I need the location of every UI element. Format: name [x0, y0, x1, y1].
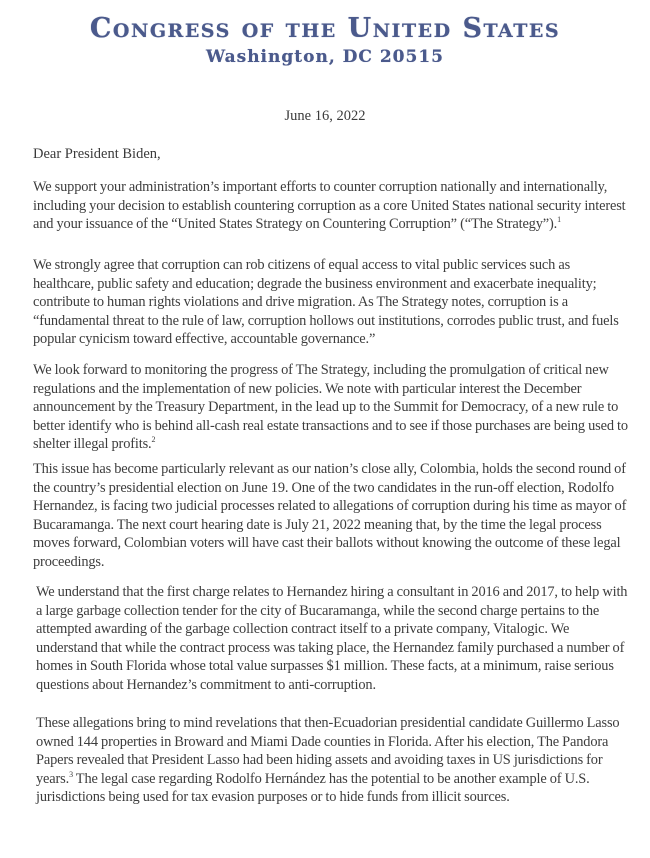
footnote-marker: 3 — [69, 769, 73, 779]
paragraph-6 — [36, 714, 632, 807]
letterhead-title: Congress of the United States — [89, 13, 561, 44]
paragraph-text: We look forward to monitoring the progress of The Strategy, including the promulgation of critical new regulations and the implementation of new policies. We note with particular interest the December announcement by the Treasury Department, in the lead up to the Summit for Democracy, of a new rule to better identify who is behind all-cash real estate transactions and to see if those purchases are being used to shelter illegal profits. — [33, 362, 628, 453]
paragraph-text: This issue has become particularly relevant as our nation’s close ally, Colombia, holds the second round of the country’s presidential election on June 19. One of the two candidates in the run-off election, Rodolfo Hernandez, is facing two judicial processes related to allegations of corruption during his time as mayor of Bucaramanga. The next court hearing date is July 21, 2022 meaning that, by the time the legal process moves forward, Colombian voters will have cast their ballots without knowing the outcome of these legal proceedings. — [33, 461, 627, 570]
paragraph-4 — [33, 460, 633, 572]
letterhead-address: Washington, DC 20515 — [206, 47, 444, 67]
paragraph-text: These allegations bring to mind revelations that then-Ecuadorian presidential candidate Guillermo Lasso owned 144 properties in Broward and Miami Dade counties in Florida. After his election, The Pandora Papers revealed that President Lasso had been hiding assets and avoiding taxes in US jurisdictions for years. — [36, 715, 620, 787]
letter-date: June 16, 2022 — [284, 108, 366, 124]
footnote-marker: 2 — [151, 435, 156, 445]
paragraph-2 — [33, 256, 633, 349]
paragraph-text: We understand that the first charge relates to Hernandez hiring a consultant in 2016 and 2017, to help with a large garbage collection tender for the city of Bucaramanga, while the second charge pertains to the attempted awarding of the garbage collection contract itself to a private company, Vitalogic. We understand that while the contract process was taking place, the Hernandez family purchased a number of homes in South Florida whose total value surpasses $1 million. These facts, at a minimum, raise serious questions about Hernandez’s commitment to anti-corruption. — [36, 584, 628, 693]
paragraph-1 — [33, 178, 633, 234]
paragraph-text: We strongly agree that corruption can rob citizens of equal access to vital public services such as healthcare, public safety and education; degrade the business environment and exacerbate inequality; contribute to human rights violations and drive migration. As The Strategy notes, corruption is a “fundamental threat to the rule of law, corruption hollows out institutions, corrodes public trust, and fuels popular cynicism toward effective, accountable governance.” — [33, 257, 619, 348]
footnote-marker: 1 — [557, 215, 561, 225]
letterhead — [0, 14, 650, 68]
paragraph-3 — [33, 361, 633, 454]
salutation: Dear President Biden, — [33, 146, 161, 162]
paragraph-5 — [36, 583, 632, 695]
paragraph-text: The legal case regarding Rodolfo Hernández has the potential to be another example of U.S. jurisdictions being used for tax evasion purposes or to hide funds from illicit sources. — [36, 770, 590, 806]
paragraph-text: We support your administration’s important efforts to counter corruption nationally and internationally, including your decision to establish countering corruption as a core United States national security interest and your issuance of the “United States Strategy on Countering Corruption” (“The Strategy”). — [33, 179, 626, 233]
